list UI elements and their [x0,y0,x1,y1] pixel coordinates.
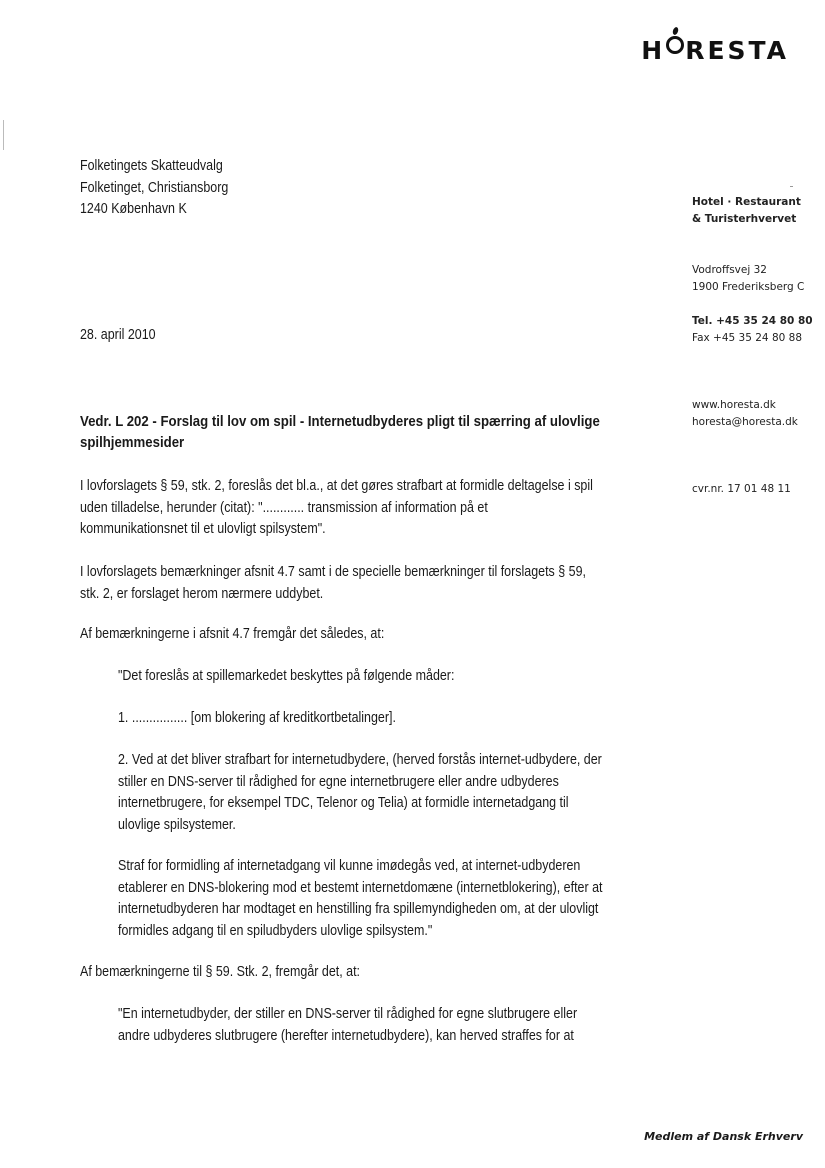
text-line: stk. 2, er forslaget herom nærmere uddybet. [80,585,324,602]
text-line: I lovforslagets bemærkninger afsnit 4.7 samt i de specielle bemærkninger til forslagets § 59, [80,564,586,580]
sender-phone [692,313,813,347]
body-paragraph-1 [80,476,593,541]
text-line: ulovlige spilsystemer. [118,816,236,833]
quote-item-2 [118,750,602,836]
address-line: 1900 Frederiksberg C [692,281,805,293]
recipient-line: 1240 København K [80,201,187,217]
logo-text-right: RESTA [685,36,789,65]
text-line: uden tilladelse, herunder (citat): "............ transmission af information på et [80,499,488,516]
horesta-logo [641,36,789,65]
org-name-line: & Turisterhvervet [692,213,797,225]
text-line: I lovforslagets § 59, stk. 2, foreslås det bl.a., at det gøres strafbart at formidle deltagelse i spil [80,478,593,494]
tel-number: Tel. +45 35 24 80 80 [692,315,813,327]
text-line: andre udbyderes slutbrugere (herefter internetudbydere), kan herved straffes for at [118,1027,574,1044]
sender-address [692,262,804,296]
text-line: 2. Ved at det bliver strafbart for internetudbydere, (herved forstås internet-udbydere, der [118,752,602,768]
text-line: kommunikationsnet til et ulovligt spilsystem". [80,521,326,537]
letter-subject: Vedr. L 202 - Forslag til lov om spil - Internetudbyderes pligt til spærring af ulovlige spilhjemmesider [80,413,600,451]
body-paragraph-4: Af bemærkningerne til § 59. Stk. 2, fremgår det, at: [80,964,361,980]
quote-item-1: 1. ................ [om blokering af kreditkortbetalinger]. [118,710,396,726]
recipient-line: Folketingets Skatteudvalg [80,158,223,174]
letter-date: 28. april 2010 [80,327,156,343]
text-line: Straf for formidling af internetadgang vil kunne imødegås ved, at internet-udbyderen [118,858,581,874]
scan-mark [790,186,793,187]
address-line: Vodroffsvej 32 [692,264,767,276]
sender-web [692,397,798,431]
logo-text-left: H [641,36,666,65]
logo-flame-icon [666,36,684,54]
scan-mark [3,120,4,150]
quote-paragraph [118,856,603,942]
text-line: formidles adgang til en spiludbyders ulovlige spilsystem." [118,922,433,939]
text-line: "En internetudbyder, der stiller en DNS-server til rådighed for egne slutbrugere eller [118,1006,578,1022]
text-line: etablerer en DNS-blokering mod et bestemt internetdomæne (internetblokering), efter at [118,879,603,896]
body-paragraph-2 [80,562,586,605]
text-line: stiller en DNS-server til rådighed for egne internetbrugere eller andre udbyderes [118,773,559,790]
text-line: internetbrugere, for eksempel TDC, Telenor og Telia) at formidle internetadgang til [118,795,569,811]
body-paragraph-3: Af bemærkningerne i afsnit 4.7 fremgår det således, at: [80,626,385,642]
text-line: internetudbyderen har modtaget en henstilling fra spillemyndigheden om, at der ulovligt [118,901,599,917]
footer-membership: Medlem af Dansk Erhverv [644,1130,803,1143]
quote-paragraph-2 [118,1004,577,1047]
recipient-address [80,156,228,221]
org-name-line: Hotel · Restaurant [692,196,801,208]
cvr-number: cvr.nr. 17 01 48 11 [692,483,791,495]
sender-organization [692,194,801,228]
website-link[interactable]: www.horesta.dk [692,399,776,411]
quote-intro: "Det foreslås at spillemarkedet beskyttes på følgende måder: [118,668,455,684]
fax-number: Fax +45 35 24 80 88 [692,332,803,344]
email-link[interactable]: horesta@horesta.dk [692,416,798,428]
recipient-line: Folketinget, Christiansborg [80,179,229,196]
